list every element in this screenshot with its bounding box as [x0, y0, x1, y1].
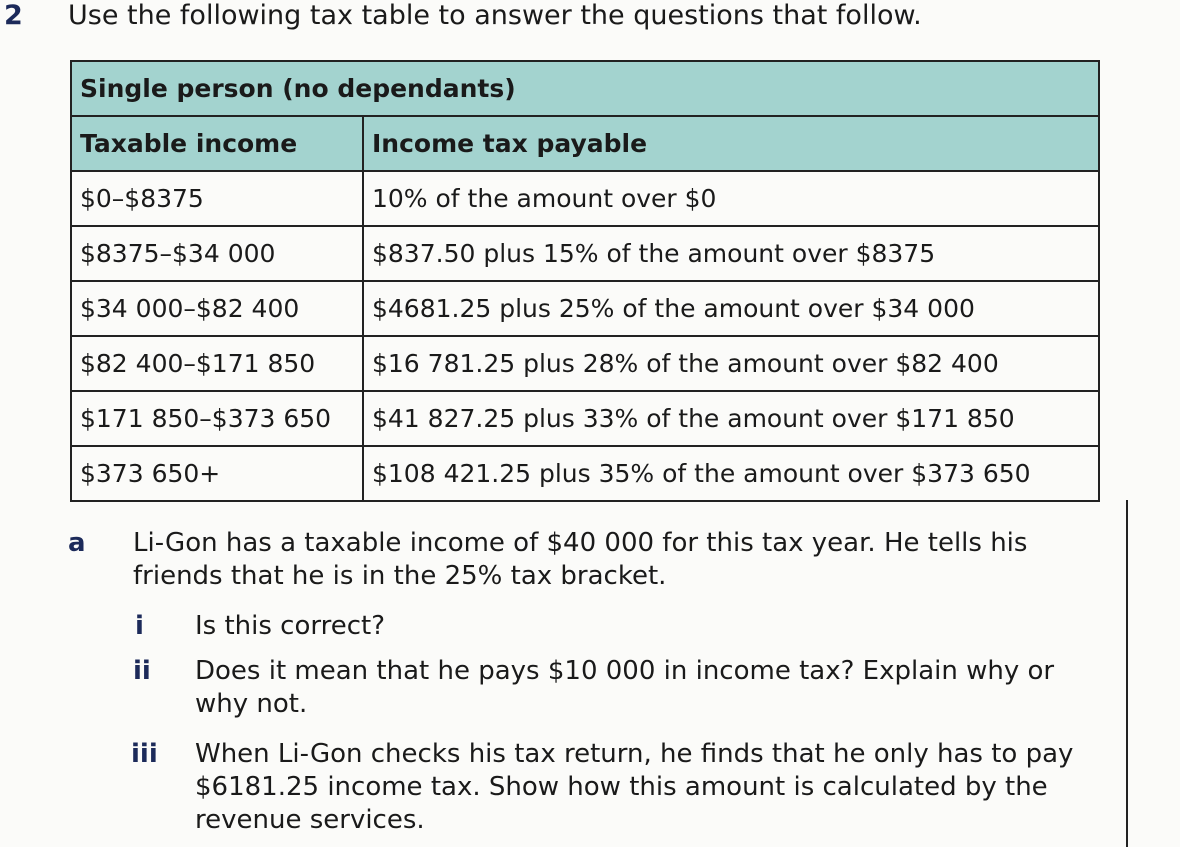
table-row — [71, 281, 1099, 336]
tax-payable: $16 781.25 plus 28% of the amount over $82 400 — [363, 336, 1099, 391]
header-taxable-income: Taxable income — [71, 116, 363, 171]
table-title: Single person (no dependants) — [71, 61, 1099, 116]
tax-table — [70, 60, 1100, 502]
subpart-i-label: i — [135, 611, 144, 641]
table-row — [71, 391, 1099, 446]
part-a-text: Li-Gon has a taxable income of $40 000 for this tax year. He tells his friends that he is in the 25% tax bracket. — [133, 528, 1028, 591]
income-range: $0–$8375 — [71, 171, 363, 226]
table-row — [71, 336, 1099, 391]
table-row — [71, 226, 1099, 281]
income-range: $34 000–$82 400 — [71, 281, 363, 336]
table-row — [71, 446, 1099, 501]
income-range: $8375–$34 000 — [71, 226, 363, 281]
header-income-tax: Income tax payable — [363, 116, 1099, 171]
part-a-label: a — [68, 528, 86, 558]
income-range: $82 400–$171 850 — [71, 336, 363, 391]
subpart-ii-label: ii — [133, 656, 151, 686]
subpart-ii-text: Does it mean that he pays $10 000 in income tax? Explain why or why not. — [195, 656, 1055, 719]
subpart-iii-text: When Li-Gon checks his tax return, he finds that he only has to pay $6181.25 income tax. Show how this amount is calculated by the revenue services. — [195, 739, 1074, 835]
page-margin-line — [1126, 500, 1128, 847]
question-number: 2 — [4, 0, 23, 31]
income-range: $171 850–$373 650 — [71, 391, 363, 446]
table-row — [71, 171, 1099, 226]
tax-payable: $837.50 plus 15% of the amount over $8375 — [363, 226, 1099, 281]
subpart-i-text: Is this correct? — [195, 611, 386, 641]
tax-payable: 10% of the amount over $0 — [363, 171, 1099, 226]
subpart-iii-label: iii — [131, 739, 158, 769]
tax-payable: $108 421.25 plus 35% of the amount over $373 650 — [363, 446, 1099, 501]
tax-payable: $4681.25 plus 25% of the amount over $34 000 — [363, 281, 1099, 336]
question-text: Use the following tax table to answer the questions that follow. — [68, 0, 922, 31]
income-range: $373 650+ — [71, 446, 363, 501]
tax-payable: $41 827.25 plus 33% of the amount over $171 850 — [363, 391, 1099, 446]
